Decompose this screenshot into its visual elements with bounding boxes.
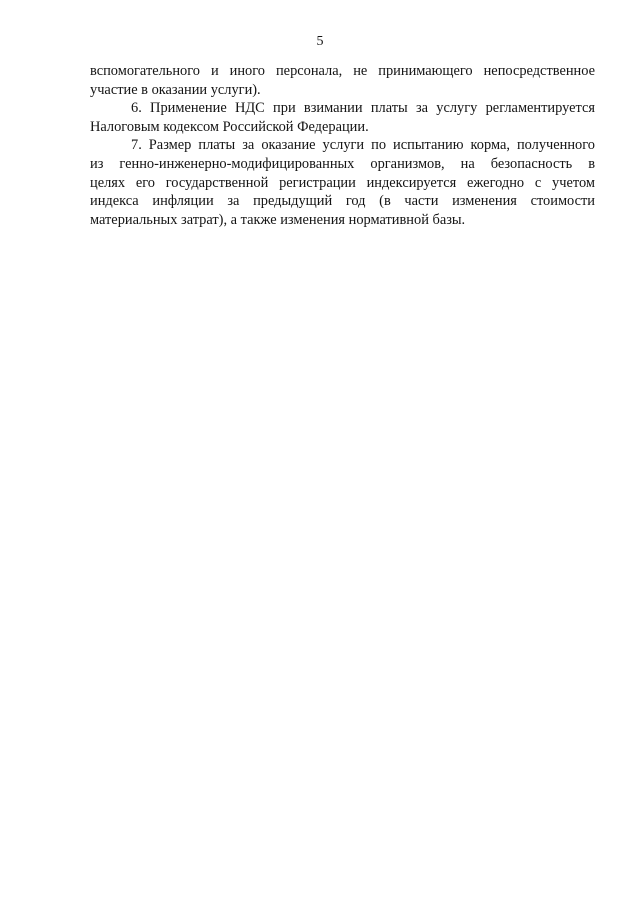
text-line: участие в оказании услуги). bbox=[90, 81, 261, 98]
text-line: материальных затрат), а также изменения нормативной базы. bbox=[90, 211, 466, 228]
text-line: индекса инфляции за предыдущий год (в части изменения стоимости bbox=[90, 193, 595, 210]
page-number: 5 bbox=[316, 34, 324, 49]
text-line: из генно-инженерно-модифицированных организмов, на безопасность в bbox=[90, 155, 595, 172]
paragraph-vat bbox=[90, 99, 595, 136]
text-line: 6. Применение НДС при взимании платы за услугу регламентируется bbox=[131, 100, 595, 117]
text-line: целях его государственной регистрации индексируется ежегодно с учетом bbox=[90, 174, 595, 191]
paragraph-continuation bbox=[90, 62, 595, 99]
paragraph-fee-indexation bbox=[90, 136, 595, 229]
text-line: вспомогательного и иного персонала, не принимающего непосредственное bbox=[90, 63, 595, 79]
text-line: Налоговым кодексом Российской Федерации. bbox=[90, 118, 369, 135]
document-body bbox=[90, 62, 595, 229]
text-line: 7. Размер платы за оказание услуги по испытанию корма, полученного bbox=[131, 137, 595, 154]
